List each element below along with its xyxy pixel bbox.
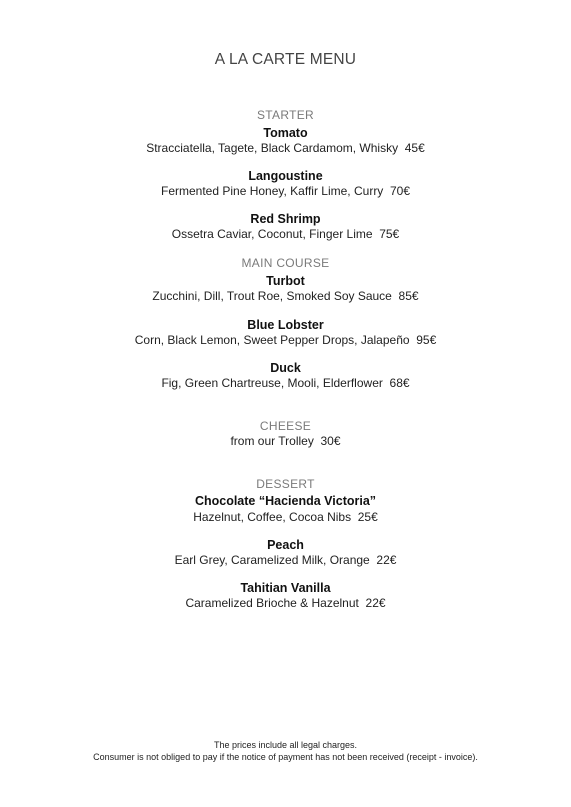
dish-desc-cheese: from our Trolley 30€ [230,434,341,448]
dish-desc-blue-lobster: Corn, Black Lemon, Sweet Pepper Drops, Jalapeño 95€ [134,333,437,347]
dish-desc-peach: Earl Grey, Caramelized Milk, Orange 22€ [174,553,397,567]
footer-consumer-note: Consumer is not obliged to pay if the notice of payment has not been received (receipt - invoice). [93,752,478,762]
dish-desc-chocolate: Hazelnut, Coffee, Cocoa Nibs 25€ [193,510,378,524]
menu-title: A LA CARTE MENU [214,51,357,68]
section-heading-starter: STARTER [257,108,314,122]
dish-name-tomato: Tomato [263,126,308,140]
section-heading-dessert: DESSERT [256,477,315,491]
section-heading-main-course: MAIN COURSE [241,256,330,270]
dish-name-peach: Peach [267,538,304,552]
dish-desc-tomato: Stracciatella, Tagete, Black Cardamom, Whisky 45€ [146,141,425,155]
dish-desc-langoustine: Fermented Pine Honey, Kaffir Lime, Curry 70€ [161,184,410,198]
dish-name-turbot: Turbot [266,274,305,288]
dish-desc-duck: Fig, Green Chartreuse, Mooli, Elderflower 68€ [161,376,410,390]
dish-name-chocolate: Chocolate “Hacienda Victoria” [194,494,377,508]
dish-desc-tahitian-vanilla: Caramelized Brioche & Hazelnut 22€ [185,596,386,610]
dish-desc-red-shrimp: Ossetra Caviar, Coconut, Finger Lime 75€ [171,227,400,241]
footer-prices-note: The prices include all legal charges. [213,740,358,750]
dish-desc-turbot: Zucchini, Dill, Trout Roe, Smoked Soy Sauce 85€ [152,289,419,303]
dish-name-langoustine: Langoustine [248,169,323,183]
dish-name-duck: Duck [270,361,301,375]
dish-name-red-shrimp: Red Shrimp [250,212,321,226]
section-heading-cheese: CHEESE [259,419,312,433]
dish-name-tahitian-vanilla: Tahitian Vanilla [240,581,331,595]
dish-name-blue-lobster: Blue Lobster [247,318,324,332]
